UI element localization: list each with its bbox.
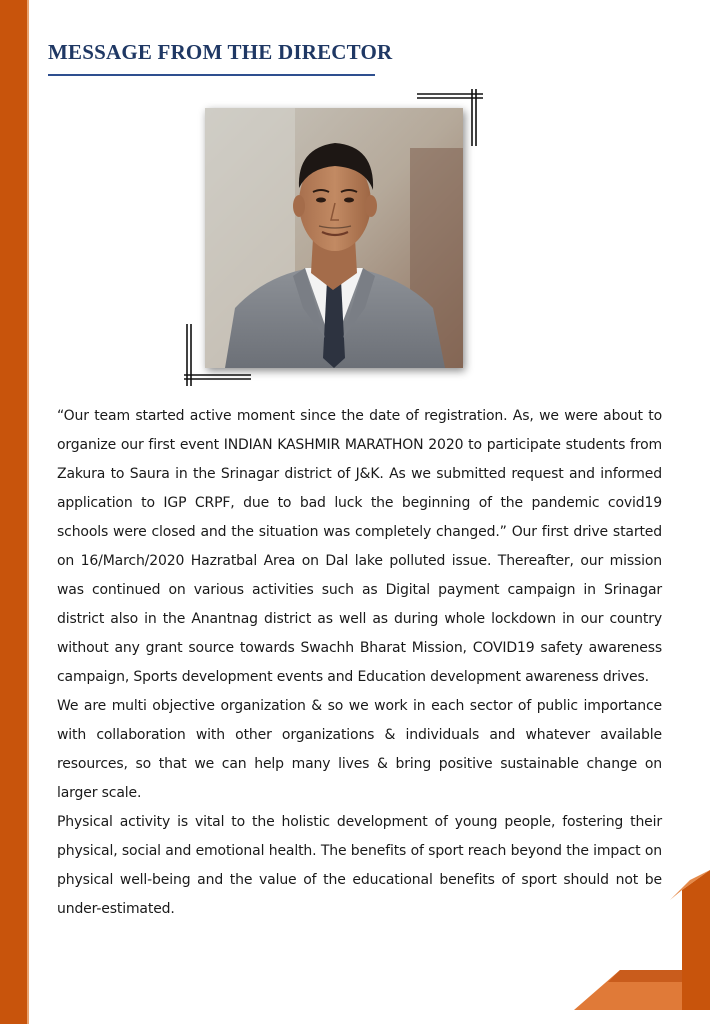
title-underline	[48, 74, 375, 76]
left-accent-edge	[27, 0, 29, 1024]
director-photo	[205, 108, 463, 368]
message-paragraph-2: We are multi objective organization & so we work in each sector of public importance with collaboration with other organizations & individuals and whatever available resources, so that we can help many lives & bring positive sustainable change on larger scale.	[57, 698, 662, 801]
director-portrait-icon	[205, 108, 463, 368]
director-message	[57, 402, 662, 924]
message-paragraph-1: “Our team started active moment since the date of registration. As, we were about to organize our first event INDIAN KASHMIR MARATHON 2020 to participate students from Zakura to Saura in the Srinagar district of J&K. As we submitted request and informed application to IGP CRPF, due to bad luck the beginning of the pandemic covid19 schools were closed and the situation was completely changed.” Our first drive started on 16/March/2020 Hazratbal Area on Dal lake polluted issue. Thereafter, our mission was continued on various activities such as Digital payment campaign in Srinagar district also in the Anantnag district as well as during whole lockdown in our country without any grant source towards Swachh Bharat Mission, COVID19 safety awareness campaign, Sports development events and Education development awareness drives.	[57, 408, 662, 685]
page-title: MESSAGE FROM THE DIRECTOR	[48, 40, 393, 64]
message-paragraph-3: Physical activity is vital to the holistic development of young people, fostering their physical, social and emotional health. The benefits of sport reach beyond the impact on physical well-being and the value of the educational benefits of sport should not be under-estimated.	[57, 814, 662, 917]
left-accent-bar	[0, 0, 27, 1024]
corner-ribbon-decoration	[570, 870, 710, 1015]
